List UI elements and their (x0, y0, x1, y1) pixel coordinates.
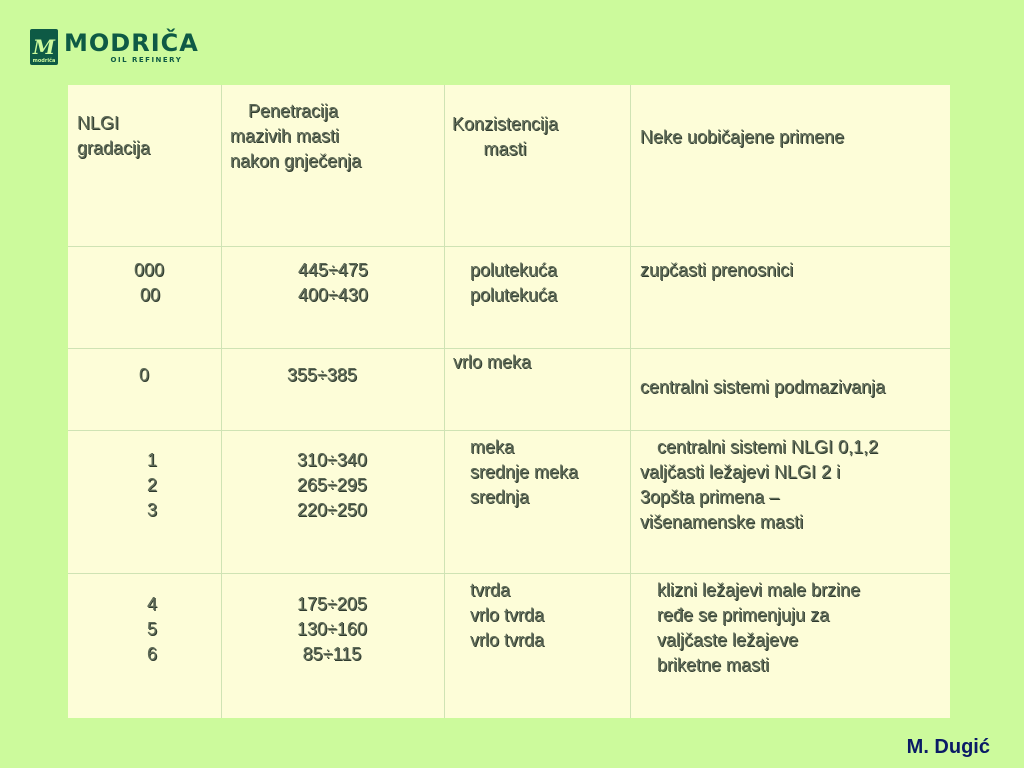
logo-text (64, 30, 199, 64)
logo-mark-icon (30, 29, 58, 65)
row1-consistency: polutekuća polutekuća (470, 260, 558, 305)
row4-nlgi: 4 5 6 (147, 594, 158, 664)
company-logo (30, 29, 199, 65)
row4-applications: klizni ležajevi male brzine ređe se primenjuju za valjčaste ležajeve briketne masti (657, 580, 861, 675)
author-signature: M. Dugić (906, 736, 990, 758)
grease-grade-table (68, 85, 950, 718)
logo-mark-subtext: modriča (32, 58, 56, 64)
row2-applications: centralni sistemi podmazivanja (640, 377, 886, 397)
row1-nlgi: 000 00 (134, 260, 165, 305)
row-divider (68, 246, 950, 247)
row2-consistency: vrlo meka (453, 352, 532, 372)
column-divider (630, 85, 631, 718)
header-consistency: Konzistencija masti (452, 114, 559, 159)
row-divider (68, 348, 950, 349)
row1-applications: zupčasti prenosnici (640, 260, 794, 280)
header-penetration: Penetracija mazivih masti nakon gnječenja (230, 101, 362, 171)
header-nlgi: NLGI gradacija (77, 113, 151, 158)
row4-penetration: 175÷205 130÷160 85÷115 (297, 594, 367, 664)
row2-nlgi: 0 (139, 365, 150, 385)
column-divider (444, 85, 445, 718)
row-divider (68, 430, 950, 431)
logo-mark-letter: M (32, 35, 56, 59)
row2-penetration: 355÷385 (287, 365, 357, 385)
header-applications: Neke uobičajene primene (640, 127, 845, 147)
row3-nlgi: 1 2 3 (147, 450, 158, 520)
row-divider (68, 573, 950, 574)
row3-consistency: meka srednje meka srednja (470, 437, 579, 507)
row3-applications: centralni sistemi NLGI 0,1,2 valjčasti ležajevi NLGI 2 i 3opšta primena – višenamenske masti (640, 437, 879, 532)
row3-penetration: 310÷340 265÷295 220÷250 (297, 450, 367, 520)
column-divider (221, 85, 222, 718)
row1-penetration: 445÷475 400÷430 (298, 260, 368, 305)
row4-consistency: tvrda vrlo tvrda vrlo tvrda (470, 580, 545, 650)
logo-brand-name: MODRIČA (64, 29, 199, 57)
logo-sub-brand: OIL REFINERY (110, 56, 183, 64)
